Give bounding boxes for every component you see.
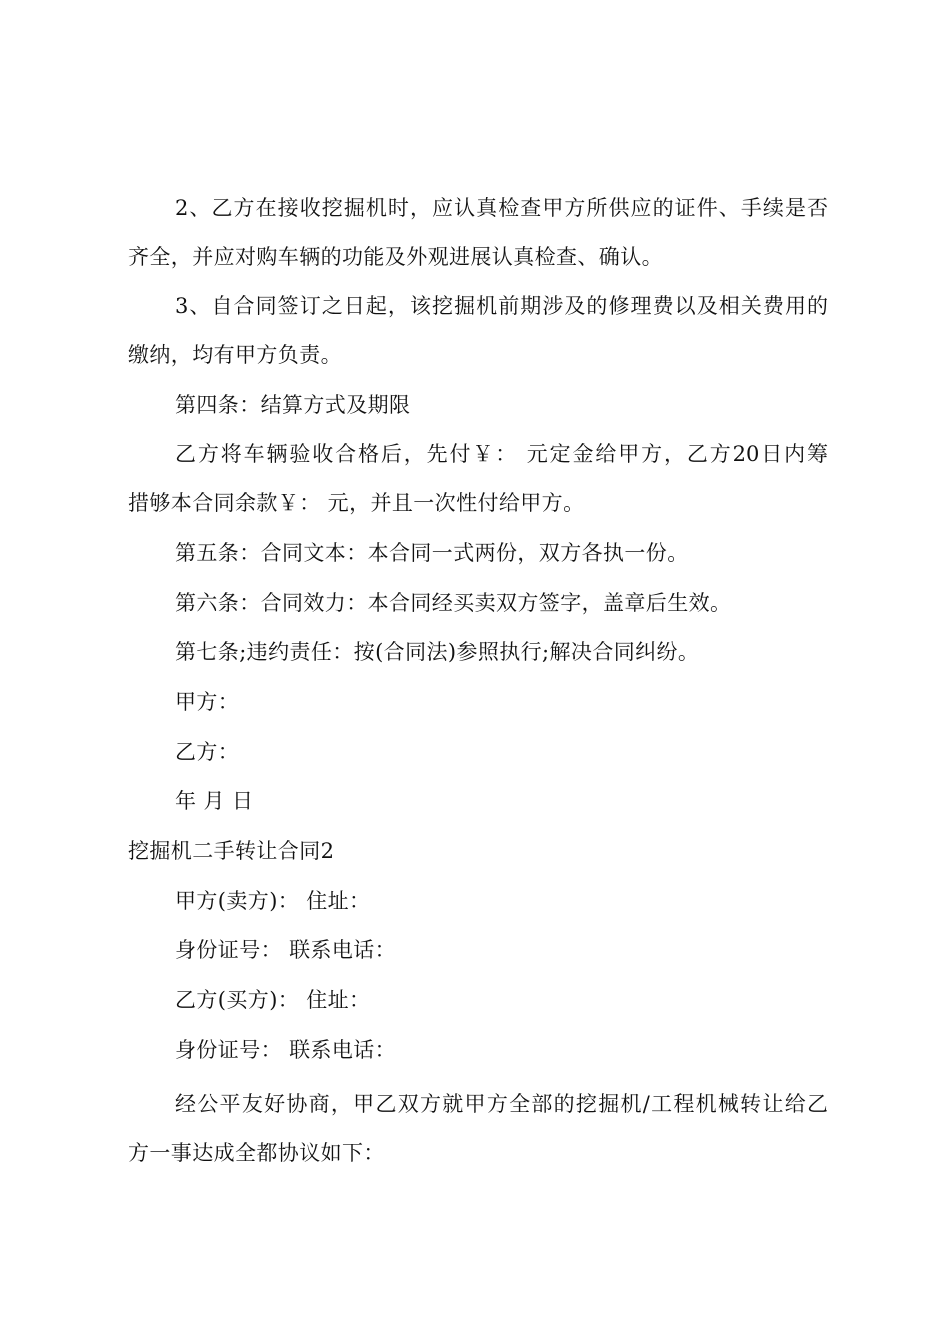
party-b-buyer-address: 乙方(买方)： 住址： bbox=[175, 988, 371, 1012]
date-label: 年 月 日 bbox=[175, 789, 254, 813]
party-a-id-phone: 身份证号： 联系电话： bbox=[175, 938, 397, 962]
article-6: 第六条：合同效力：本合同经买卖双方签字，盖章后生效。 bbox=[175, 591, 732, 615]
clause-2-line-1: 2、乙方在接收挖掘机时，应认真检查甲方所供应的证件、手续是否 bbox=[175, 196, 828, 220]
agreement-intro-line-1: 经公平友好协商，甲乙双方就甲方全部的挖掘机/工程机械转让给乙 bbox=[175, 1092, 828, 1116]
party-a-seller-address: 甲方(卖方)： 住址： bbox=[175, 889, 371, 913]
clause-3-line-2: 缴纳，均有甲方负责。 bbox=[128, 343, 342, 367]
article-5: 第五条：合同文本：本合同一式两份，双方各执一份。 bbox=[175, 541, 689, 565]
party-b-signature-label: 乙方： bbox=[175, 740, 240, 764]
party-b-id-phone: 身份证号： 联系电话： bbox=[175, 1038, 397, 1062]
contract-2-title: 挖掘机二手转让合同2 bbox=[128, 839, 335, 863]
agreement-intro-line-2: 方一事达成全都协议如下： bbox=[128, 1141, 385, 1165]
article-4-heading: 第四条：结算方式及期限 bbox=[175, 393, 411, 417]
clause-2-line-2: 齐全，并应对购车辆的功能及外观进展认真检查、确认。 bbox=[128, 245, 663, 269]
clause-3-line-1: 3、自合同签订之日起，该挖掘机前期涉及的修理费以及相关费用的 bbox=[175, 294, 828, 318]
party-a-signature-label: 甲方： bbox=[175, 690, 240, 714]
article-4-line-2: 措够本合同余款￥： 元，并且一次性付给甲方。 bbox=[128, 491, 585, 515]
article-4-line-1: 乙方将车辆验收合格后，先付￥： 元定金给甲方，乙方20日内筹 bbox=[175, 442, 828, 466]
article-7: 第七条;违约责任：按(合同法)参照执行;解决合同纠纷。 bbox=[175, 640, 700, 664]
